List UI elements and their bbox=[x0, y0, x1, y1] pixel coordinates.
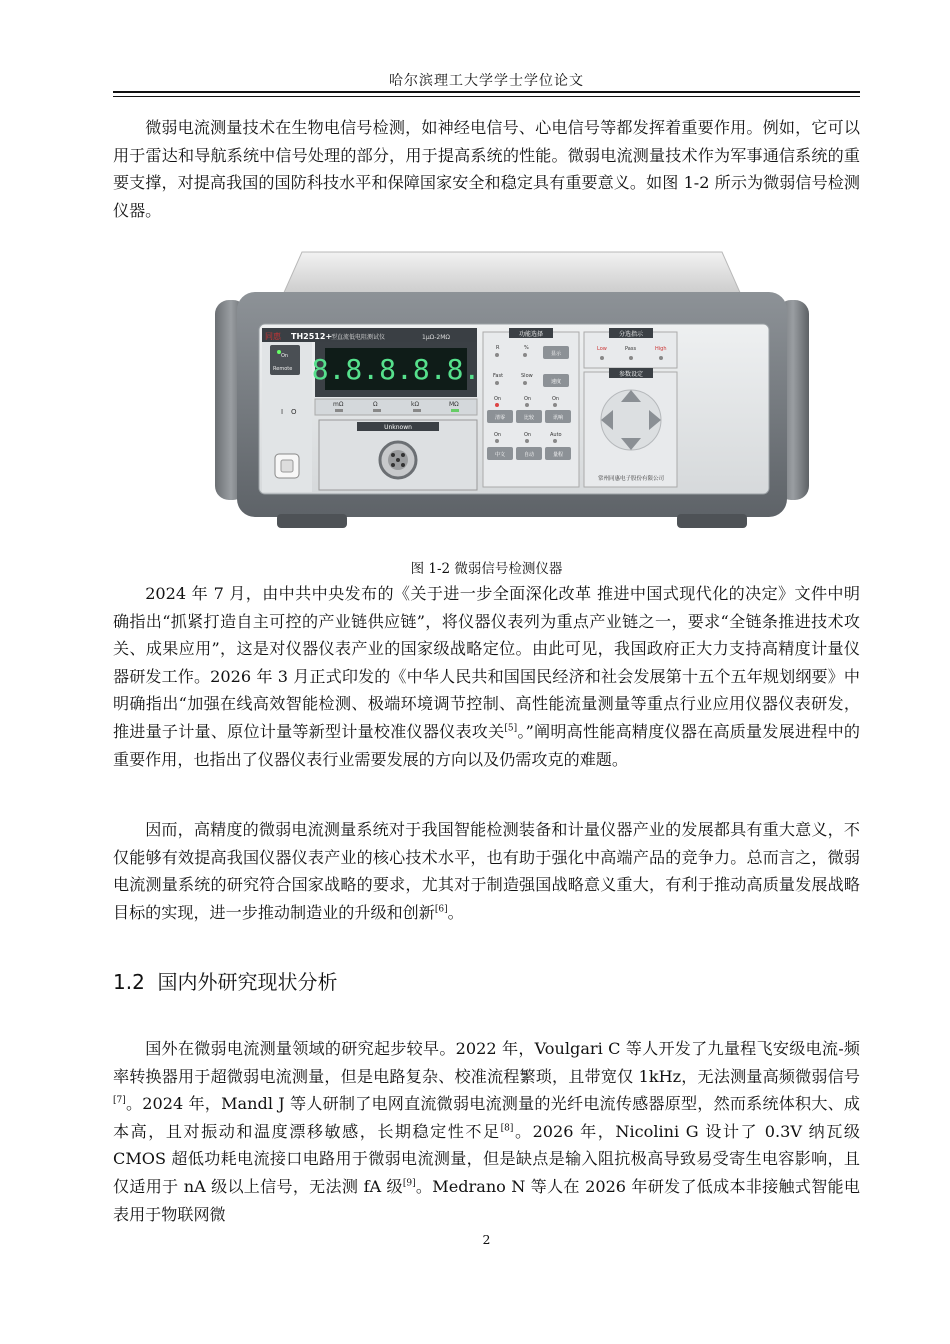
sort-pass: Pass bbox=[625, 346, 637, 352]
citation-ref: [5] bbox=[504, 723, 518, 734]
function-title: 功能选择 bbox=[518, 331, 544, 338]
citation-ref: [9] bbox=[402, 1178, 416, 1189]
svg-text:On: On bbox=[524, 396, 532, 402]
model-description: 型直流低电阻测试仪 bbox=[331, 334, 386, 341]
paragraph-text: 国外在微弱电流测量领域的研究起步较早。2022 年，Voulgari C 等人开发了九量程飞安级电流-频率转换器用于超微弱电流测量，但是电路复杂、校准流程繁琐，且带宽仅 1kHz，无法测量高频微弱信号 bbox=[113, 1039, 860, 1086]
section-heading bbox=[113, 966, 338, 995]
power-symbol-off: O bbox=[291, 408, 297, 416]
param-title: 参数设定 bbox=[618, 371, 644, 378]
paragraph-text: 。”阐明高性能高精度仪器在高质量发展进程中的重要作用，也指出了仪器仪表行业需要发展的方向以及仍需攻克的难题。 bbox=[113, 721, 860, 769]
terminal-label: Unknown bbox=[384, 424, 412, 431]
svg-text:Slow: Slow bbox=[521, 373, 533, 379]
company-name: 常州同惠电子股份有限公司 bbox=[597, 476, 665, 482]
remote-label: Remote bbox=[273, 366, 293, 372]
paragraph-text: 2024 年 7 月，由中共中央发布的《关于进一步全面深化改革 推进中国式现代化的决定》文件中明确指出“抓紧打造自主可控的产业链供应链”，将仪器仪表列为重点产业链之一，要求“全链条推进技术攻关、成果应用”，这是对仪器仪表产业的国家级战略定位。由此可见，我国政府正大力支持高精度计量仪器研发工作。2026 年 3 月正式印发的《中华人民共和国国民经济和社会发展第十五个五年规划纲要》中明确指出“加强在线高效智能检测、极端环境调节控制、高性能流量测量等重点行业应用仪器仪表研发，推进量子计量、原位计量等新型计量校准仪器仪表攻关 bbox=[113, 584, 860, 741]
svg-text:On: On bbox=[552, 396, 560, 402]
range-label: 1μΩ-2MΩ bbox=[422, 334, 450, 341]
key-beep: 讯响 bbox=[552, 415, 564, 421]
foot-left bbox=[277, 514, 347, 528]
svg-text:%: % bbox=[524, 345, 529, 351]
running-header: 哈尔滨理工大学学士学位论文 bbox=[389, 73, 584, 89]
unit-megaohm: MΩ bbox=[449, 401, 459, 408]
paragraph-text: 。 bbox=[447, 902, 464, 922]
citation-ref: [6] bbox=[434, 904, 448, 915]
paragraph-research-status bbox=[113, 1035, 860, 1228]
sort-title: 分选指示 bbox=[618, 331, 644, 338]
svg-text:显示: 显示 bbox=[550, 351, 562, 357]
svg-text:On: On bbox=[524, 432, 532, 438]
paragraph-text: 因而，高精度的微弱电流测量系统对于我国智能检测装备和计量仪器产业的发展都具有重大意义，不仅能够有效提高我国仪器仪表产业的核心技术水平，也有助于强化中高端产品的竞争力。总而言之，微弱电流测量系统的研究符合国家战略的要求，尤其对于制造强国战略意义重大，有利于推动高质量发展战略目标的实现，进一步推动制造业的升级和创新 bbox=[113, 820, 860, 922]
svg-text:On: On bbox=[494, 396, 502, 402]
header-rule-thin bbox=[113, 96, 860, 97]
paragraph-intro bbox=[113, 114, 860, 224]
key-zero: 清零 bbox=[494, 415, 506, 421]
key-auto: 自动 bbox=[523, 452, 535, 458]
header-rule-thick bbox=[113, 91, 860, 93]
paragraph-policy bbox=[113, 580, 860, 773]
key-compare: 比较 bbox=[523, 415, 535, 421]
key-range: 量程 bbox=[552, 452, 564, 458]
section-number: 1.2 bbox=[113, 970, 145, 994]
unit-milliohm: mΩ bbox=[333, 401, 344, 408]
citation-ref: [7] bbox=[113, 1095, 126, 1106]
paragraph-significance bbox=[113, 816, 860, 926]
svg-text:R: R bbox=[496, 345, 500, 351]
sort-high: High bbox=[655, 346, 667, 352]
svg-text:On: On bbox=[494, 432, 502, 438]
section-title: 国内外研究现状分析 bbox=[157, 970, 338, 994]
figure-caption: 图 1-2 微弱信号检测仪器 bbox=[410, 561, 563, 577]
key-chinese: 中文 bbox=[494, 452, 506, 458]
power-symbol-on: I bbox=[281, 408, 284, 416]
paragraph-text: 。2026 年，Nicolini G 设计了 0.3V 纳瓦级 CMOS 超低功耗电流接口电路用于微弱电流测量，但是缺点是输入阻抗极高导致易受寄生电容影响，且仅适用于 nA 级以上信号，无法测 fA 级 bbox=[113, 1121, 860, 1196]
figure-instrument-photo bbox=[207, 242, 817, 544]
unit-ohm: Ω bbox=[373, 401, 378, 408]
paragraph-text: 。2024 年，Mandl J 等人研制了电网直流微弱电流测量的光纤电流传感器原型，然而系统体积大、成本高，且对振动和温度漂移敏感，长期稳定性不足 bbox=[113, 1094, 860, 1141]
sort-low: Low bbox=[597, 346, 607, 352]
svg-text:Auto: Auto bbox=[550, 432, 562, 438]
page-number: 2 bbox=[482, 1232, 491, 1247]
case-top bbox=[282, 252, 742, 297]
unit-kiloohm: kΩ bbox=[411, 401, 420, 408]
paragraph-text: 。Medrano N 等人在 2026 年研发了低成本非接触式智能电表用于物联网微 bbox=[113, 1176, 860, 1224]
brand-logo: 同惠 bbox=[265, 332, 281, 341]
model-number: TH2512+ bbox=[291, 332, 333, 341]
paragraph-text: 微弱电流测量技术在生物电信号检测，如神经电信号、心电信号等都发挥着重要作用。例如，它可以用于雷达和导航系统中信号处理的部分，用于提高系统的性能。微弱电流测量技术作为军事通信系统的重要支撑，对提高我国的国防科技水平和保障国家安全和稳定具有重要意义。如图 1-2 所示为微弱信号检测仪器。 bbox=[113, 118, 860, 220]
display-digits: 8.8.8.8.8. bbox=[311, 353, 481, 386]
citation-ref: [8] bbox=[500, 1123, 514, 1134]
on-label: On bbox=[281, 353, 289, 359]
svg-text:Fast: Fast bbox=[493, 373, 504, 379]
svg-text:速度: 速度 bbox=[550, 379, 562, 385]
foot-right bbox=[677, 514, 747, 528]
instrument-image bbox=[207, 242, 817, 544]
